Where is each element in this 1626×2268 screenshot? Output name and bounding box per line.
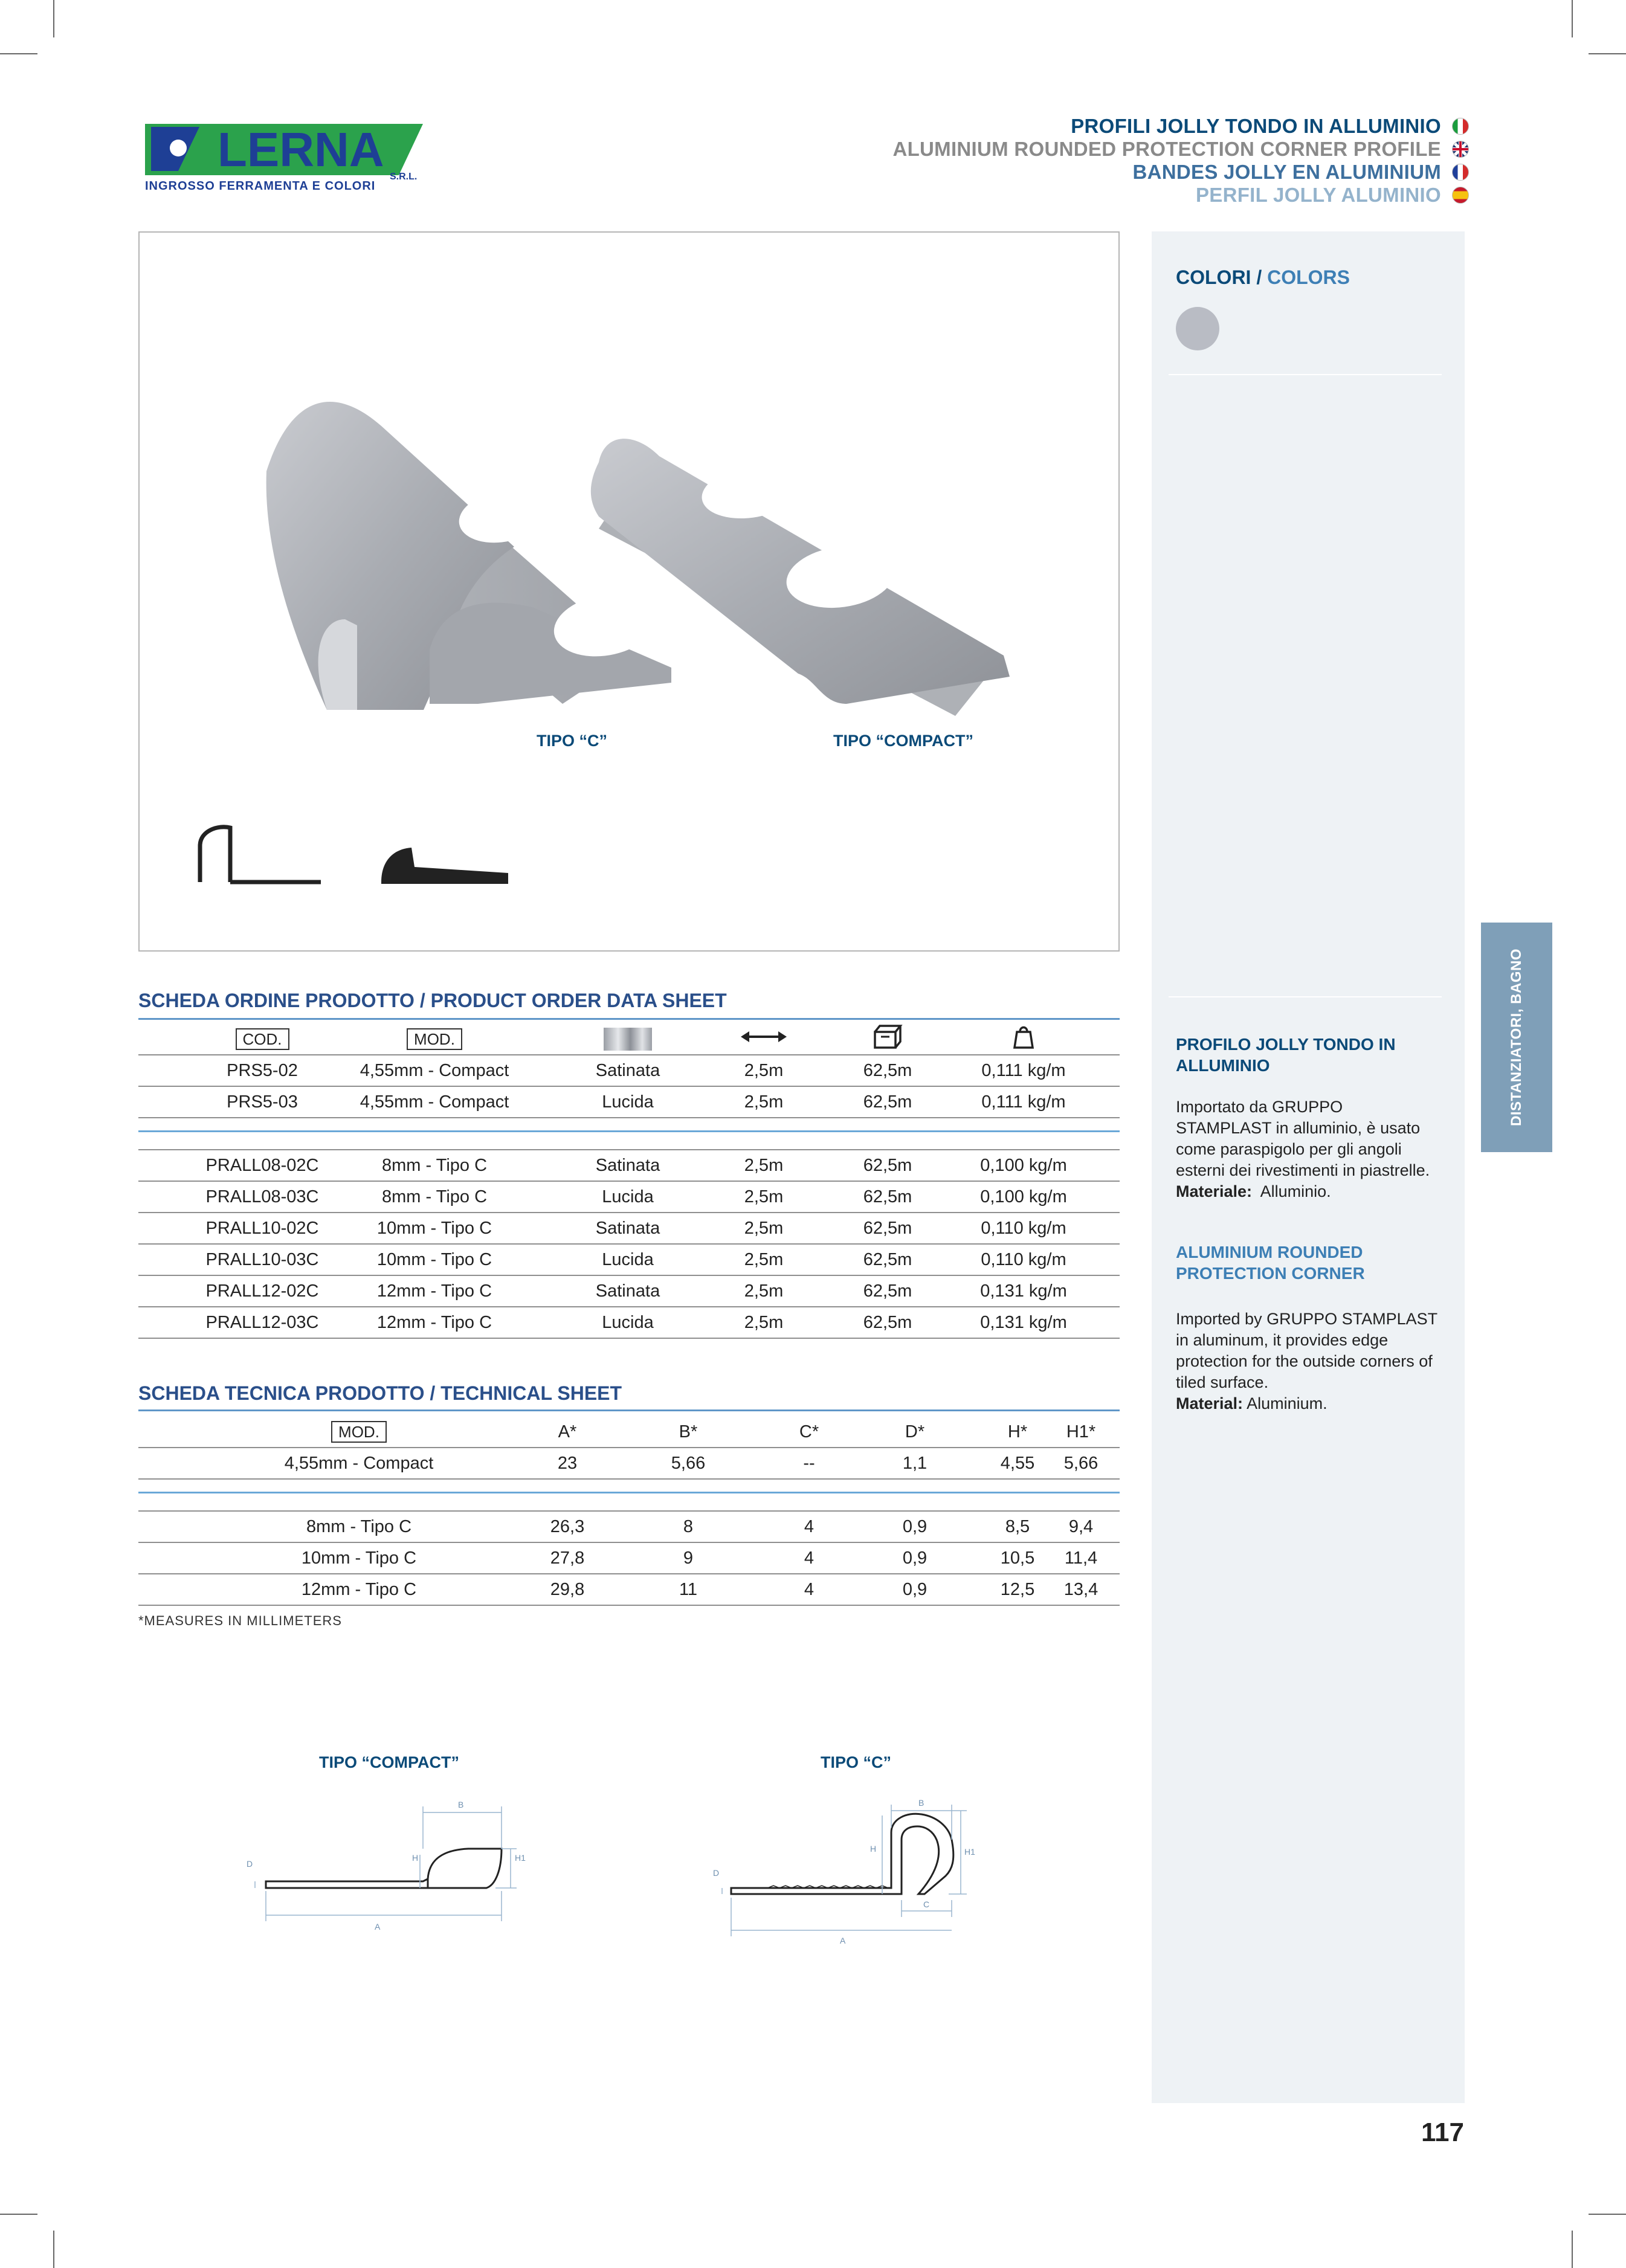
- color-swatch-silver[interactable]: [1176, 307, 1219, 350]
- fr-flag-icon: [1452, 164, 1469, 181]
- description-en: Imported by GRUPPO STAMPLAST in aluminum, it provides edge protection for the outside corners of tiled surface. Material: Aluminium.: [1176, 1310, 1437, 1413]
- page-number: 117: [1421, 2118, 1464, 2147]
- sidebar-divider: [1169, 996, 1442, 997]
- group-separator: [138, 1132, 1120, 1150]
- crop-mark: [0, 2214, 37, 2215]
- svg-text:S.R.L.: S.R.L.: [390, 172, 418, 182]
- description-it: Importato da GRUPPO STAMPLAST in alluminio, è usato come paraspigolo per gli angoli esterni dei rivestimenti in piastrelle. Materiale: Alluminio.: [1176, 1098, 1430, 1200]
- caption-tipo-compact: TIPO “COMPACT”: [833, 732, 973, 750]
- product-illustration: [140, 233, 1118, 950]
- title-italian: PROFILI JOLLY TONDO IN ALLUMINIO: [892, 115, 1469, 138]
- title-spanish: PERFIL JOLLY ALUMINIO: [892, 184, 1469, 207]
- crop-mark: [1589, 53, 1626, 54]
- box-quantity-icon: [871, 1023, 904, 1050]
- description-heading-it: PROFILO JOLLY TONDO IN ALLUMINIO: [1176, 1035, 1396, 1075]
- length-arrow-icon: [741, 1028, 787, 1046]
- svg-text:A: A: [375, 1922, 381, 1931]
- table-row: 4,55mm - Compact 23 5,66 -- 1,1 4,55 5,66: [138, 1448, 1120, 1480]
- cod-header: COD.: [236, 1028, 289, 1050]
- it-flag-icon: [1452, 118, 1469, 135]
- weight-icon: [1008, 1023, 1039, 1050]
- crop-mark: [1589, 2214, 1626, 2215]
- group-separator: [138, 1480, 1120, 1493]
- title-french: BANDES JOLLY EN ALUMINIUM: [892, 161, 1469, 184]
- sidebar-divider: [1169, 374, 1442, 375]
- table-row: PRS5-02 4,55mm - Compact Satinata 2,5m 62,5m 0,111 kg/m: [138, 1055, 1120, 1087]
- crop-mark: [53, 0, 54, 37]
- logo-tagline: INGROSSO FERRAMENTA E COLORI: [145, 179, 376, 193]
- order-sheet-title: SCHEDA ORDINE PRODOTTO / PRODUCT ORDER DATA SHEET: [138, 990, 727, 1011]
- mod-header: MOD.: [407, 1028, 462, 1050]
- svg-text:D: D: [247, 1859, 253, 1869]
- table-row: PRALL10-03C 10mm - Tipo C Lucida 2,5m 62,5m 0,110 kg/m: [138, 1245, 1120, 1276]
- svg-text:B: B: [918, 1798, 924, 1808]
- order-table: [138, 1024, 1120, 1339]
- svg-text:LERNA: LERNA: [218, 123, 384, 176]
- table-row: 10mm - Tipo C 27,8 9 4 0,9 10,5 11,4: [138, 1543, 1120, 1574]
- drawing-caption-compact: TIPO “COMPACT”: [319, 1753, 459, 1771]
- table-row: PRALL08-03C 8mm - Tipo C Lucida 2,5m 62,5m 0,100 kg/m: [138, 1182, 1120, 1213]
- sidebar-panel: [1152, 231, 1465, 2103]
- crop-mark: [1572, 2231, 1573, 2268]
- profile-section-compact-icon: [381, 848, 508, 884]
- svg-text:H: H: [412, 1853, 419, 1863]
- tech-sheet-title: SCHEDA TECNICA PRODOTTO / TECHNICAL SHEET: [138, 1382, 622, 1404]
- svg-text:C: C: [923, 1899, 930, 1909]
- colors-heading: COLORI / COLORS: [1176, 266, 1350, 288]
- svg-text:H1: H1: [964, 1847, 975, 1857]
- drawing-compact: [236, 1788, 550, 1945]
- drawing-caption-c: TIPO “C”: [821, 1753, 892, 1771]
- mod-header: MOD.: [331, 1421, 387, 1443]
- table-row: 8mm - Tipo C 26,3 8 4 0,9 8,5 9,4: [138, 1512, 1120, 1543]
- crop-mark: [1572, 0, 1573, 37]
- crop-mark: [53, 2231, 54, 2268]
- caption-tipo-c: TIPO “C”: [537, 732, 608, 750]
- title-english: ALUMINIUM ROUNDED PROTECTION CORNER PROFILE: [892, 138, 1469, 161]
- table-row: PRALL08-02C 8mm - Tipo C Satinata 2,5m 62,5m 0,100 kg/m: [138, 1150, 1120, 1182]
- crop-mark: [0, 53, 37, 54]
- svg-text:B: B: [458, 1800, 464, 1809]
- page-titles: [892, 115, 1469, 207]
- svg-text:A: A: [840, 1936, 846, 1945]
- es-flag-icon: [1452, 187, 1469, 204]
- profile-section-c-icon: [200, 827, 321, 882]
- table-row: PRS5-03 4,55mm - Compact Lucida 2,5m 62,5m 0,111 kg/m: [138, 1087, 1120, 1118]
- product-image-panel: [138, 231, 1120, 952]
- order-table-header: [138, 1024, 1120, 1055]
- tech-sheet-rule: [138, 1409, 1120, 1411]
- svg-text:H: H: [870, 1844, 877, 1854]
- tech-table: [138, 1417, 1120, 1606]
- measures-note: *MEASURES IN MILLIMETERS: [138, 1613, 342, 1628]
- table-row: 12mm - Tipo C 29,8 11 4 0,9 12,5 13,4: [138, 1574, 1120, 1606]
- tech-table-header: MOD. A* B* C* D* H* H1*: [138, 1417, 1120, 1448]
- svg-text:H1: H1: [515, 1853, 526, 1863]
- drawing-tipo-c: [707, 1779, 1021, 1948]
- table-row: PRALL10-02C 10mm - Tipo C Satinata 2,5m 62,5m 0,110 kg/m: [138, 1213, 1120, 1245]
- uk-flag-icon: [1452, 141, 1469, 158]
- table-row: PRALL12-02C 12mm - Tipo C Satinata 2,5m 62,5m 0,131 kg/m: [138, 1276, 1120, 1307]
- description-heading-en: ALUMINIUM ROUNDED PROTECTION CORNER: [1176, 1243, 1365, 1283]
- category-tab[interactable]: DISTANZIATORI, BAGNO: [1481, 923, 1552, 1152]
- group-separator: [138, 1118, 1120, 1132]
- order-sheet-rule: [138, 1018, 1120, 1020]
- table-row: PRALL12-03C 12mm - Tipo C Lucida 2,5m 62,5m 0,131 kg/m: [138, 1307, 1120, 1339]
- svg-text:D: D: [713, 1868, 720, 1878]
- finish-swatch-icon: [604, 1028, 652, 1051]
- group-separator: [138, 1493, 1120, 1512]
